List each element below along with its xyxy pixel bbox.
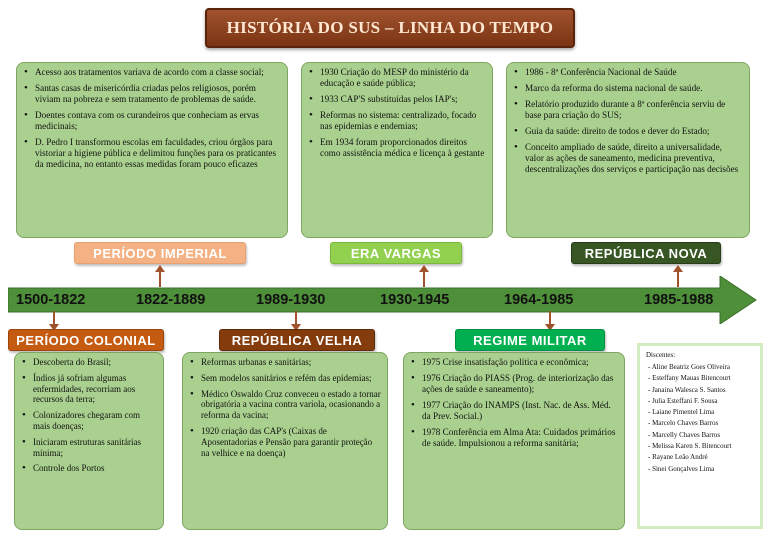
label-regime-militar: [455, 329, 605, 351]
timeline-arrow: [8, 288, 748, 312]
label-republica-velha: [219, 329, 375, 351]
label-text: ERA VARGAS: [350, 245, 442, 261]
nova-item: • 1986 - 8ª Conferência Nacional de Saúde: [513, 67, 743, 78]
colonial-item: • Descoberta do Brasil;: [21, 357, 157, 368]
vargas-item: • 1933 CAP'S substituídas pelos IAP's;: [308, 94, 486, 105]
imperial-item: • Acesso aos tratamentos variava de acordo com a classe social;: [23, 67, 281, 78]
nova-box: [506, 62, 750, 238]
nova-item: • Relatório produzido durante a 8ª conferência serviu de base para criação do SUS;: [513, 99, 743, 121]
page-title-banner: [205, 8, 575, 48]
militar-box: [403, 352, 625, 530]
imperial-item: • Doentes contava com os curandeiros que conheciam as ervas medicinais;: [23, 110, 281, 132]
nova-item: • Conceito ampliado de saúde, direito a universalidade, valor as ações de saneamento, medicina preventiva, descentralizações dos serviços e participação nas decisões: [513, 142, 743, 175]
velha-item: • Reformas urbanas e sanitárias;: [189, 357, 381, 368]
label-periodo-colonial: [8, 329, 164, 351]
arrow-down-militar: [545, 311, 555, 331]
label-text: PERÍODO IMPERIAL: [93, 245, 227, 261]
nova-item: • Guia da saúde: direito de todos e dever do Estado;: [513, 126, 743, 137]
militar-item: • 1976 Criação do PIASS (Prog. de interiorização das ações de saúde e saneamento);: [410, 373, 618, 395]
velha-item: • 1920 criação das CAP's (Caixas de Aposentadorias e Pensão para garantir proteção na velhice e na doença): [189, 426, 381, 458]
imperial-item: • D. Pedro I transformou escolas em faculdades, criou órgãos para vistoriar a higiene pública e delimitou funções para os praticantes da medicina, no entanto essas medidas foram pouco eficazes: [23, 137, 281, 170]
year-1500-1822: 1500-1822: [16, 292, 86, 308]
militar-item: • 1975 Crise insatisfação política e econômica;: [410, 357, 618, 368]
vargas-item: • Em 1934 foram proporcionados direitos como assistência médica e licença à gestante: [308, 137, 486, 159]
vargas-item: • 1930 Criação do MESP do ministério da educação e saúde pública;: [308, 67, 486, 89]
velha-box: [182, 352, 388, 530]
year-1985-1988: 1985-1988: [644, 292, 714, 308]
year-1930-1945: 1930-1945: [380, 292, 450, 308]
vargas-item: • Reformas no sistema: centralizado, focado nas epidemias e endemias;: [308, 110, 486, 132]
label-era-vargas: [330, 242, 462, 264]
student-name: - Sinei Gonçalves Lima: [648, 464, 715, 473]
students-panel: [637, 343, 763, 529]
colonial-item: • Controle dos Portos: [21, 463, 157, 474]
militar-item: • 1978 Conferência em Alma Ata: Cuidados primários de saúde. Impulsionou a reforma sanitária;: [410, 427, 618, 449]
colonial-item: • Colonizadores chegaram com mais doenças;: [21, 410, 157, 432]
label-text: REPÚBLICA VELHA: [231, 332, 363, 348]
year-1822-1889: 1822-1889: [136, 292, 206, 308]
nova-item: • Marco da reforma do sistema nacional de saúde.: [513, 83, 743, 94]
student-name: - Laiane Pimentel Lima: [648, 408, 715, 417]
student-name: - Esteffany Mauas Bitencourt: [648, 374, 731, 383]
student-name: - Janaina Walesca S. Santos: [648, 385, 726, 394]
student-name: - Melissa Karen S. Bitencourt: [648, 442, 732, 451]
arrow-down-velha: [291, 311, 301, 331]
student-name: - Aline Beatriz Goes Oliveira: [648, 363, 731, 371]
colonial-box: [14, 352, 164, 530]
label-republica-nova: [571, 242, 721, 264]
colonial-item: • Índios já sofriam algumas enfermidades, recorriam aos recursos da terra;: [21, 373, 157, 405]
student-name: - Rayane Leão André: [648, 453, 708, 462]
imperial-box: [16, 62, 288, 238]
label-text: PERÍODO COLONIAL: [16, 332, 156, 348]
colonial-item: • Iniciaram estruturas sanitárias mínima;: [21, 437, 157, 459]
imperial-item: • Santas casas de misericórdia criadas pelos religiosos, porém viviam na pobreza e sem tratamento de problemas de saúde.: [23, 83, 281, 105]
page-title: HISTÓRIA DO SUS – LINHA DO TEMPO: [226, 18, 554, 37]
student-name: - Julia Esteffani F. Sousa: [648, 396, 718, 405]
velha-item: • Sem modelos sanitários e refém das epidemias;: [189, 373, 381, 384]
students-title: Discentes:: [646, 351, 676, 359]
label-periodo-imperial: [74, 242, 246, 264]
student-name: - Marcelo Chaves Barros: [648, 419, 719, 428]
velha-item: • Médico Oswaldo Cruz conveceu o estado a tornar obrigatória a vacina contra varíola, ocasionando a reforma da vacina;: [189, 389, 381, 421]
year-1989-1930: 1989-1930: [256, 292, 326, 308]
label-text: REGIME MILITAR: [473, 332, 587, 348]
vargas-box: [301, 62, 493, 238]
student-name: - Marcelly Chaves Barros: [648, 430, 721, 439]
year-1964-1985: 1964-1985: [504, 292, 574, 308]
label-text: REPÚBLICA NOVA: [584, 245, 708, 261]
militar-item: • 1977 Criação do INAMPS (Inst. Nac. de Ass. Méd. da Prev. Social.): [410, 400, 618, 422]
arrow-down-colonial: [49, 311, 59, 331]
